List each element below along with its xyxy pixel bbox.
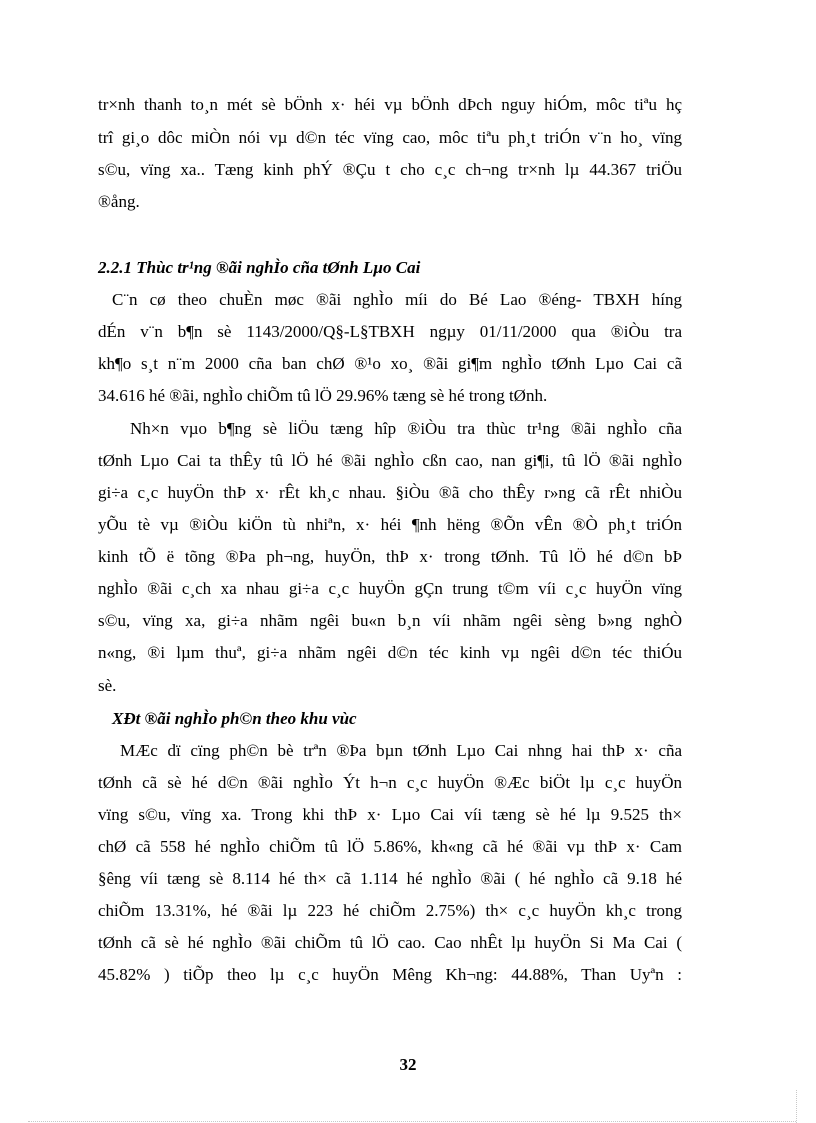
body-line: n«ng, ®i lµm thuª, gi÷a nhãm ngêi d©n téc kinh vµ ngêi d©n téc thiÓu <box>98 643 682 662</box>
body-line: yÕu tè vµ ®iÒu kiÖn tù nhiªn, x· héi ¶nh hëng ®Õn vÊn ®Ò ph¸t triÓn <box>98 515 682 534</box>
body-line: s©u, vïng xa, gi÷a nhãm ngêi bu«n b¸n víi nhãm ngêi sèng b»ng nghÒ <box>98 611 682 630</box>
body-line: trî gi¸o dôc miÒn nói vµ d©n téc vïng cao, môc tiªu ph¸t triÓn v¨n ho¸ vïng <box>98 128 682 147</box>
body-line: tØnh cã sè hé nghÌo ®ãi chiÕm tû lÖ cao. Cao nhÊt lµ huyÖn Si Ma Cai ( <box>98 933 682 952</box>
body-line: §êng víi tæng sè 8.114 hé th× cã 1.114 hé nghÌo ®ãi ( hé nghÌo cã 9.18 hé <box>98 869 682 888</box>
body-line: sè. <box>98 676 117 695</box>
body-line: chiÕm 13.31%, hé ®ãi lµ 223 hé chiÕm 2.75%) th× c¸c huyÖn kh¸c trong <box>98 901 682 920</box>
body-line: vïng s©u, vïng xa. Trong khi thÞ x· Lµo Cai víi tæng sè hé lµ 9.525 th× <box>98 805 682 824</box>
body-line: C¨n cø theo chuÈn møc ®ãi nghÌo míi do Bé Lao ®éng- TBXH híng <box>112 290 682 309</box>
body-line: chØ cã 558 hé nghÌo chiÕm tû lÖ 5.86%, kh«ng cã hé ®ãi vµ thÞ x· Cam <box>98 837 682 856</box>
body-line: ®ång. <box>98 192 140 211</box>
body-line: 34.616 hé ®ãi, nghÌo chiÕm tû lÖ 29.96% tæng sè hé trong tØnh. <box>98 386 548 405</box>
body-line: tØnh cã sè hé d©n ®ãi nghÌo Ýt h¬n c¸c huyÖn ®Æc biÖt lµ c¸c huyÖn <box>98 773 682 792</box>
subsection-heading: XÐt ®ãi nghÌo ph©n theo khu vùc <box>112 709 357 728</box>
body-line: MÆc dï cïng ph©n bè trªn ®Þa bµn tØnh Lµo Cai nhng hai thÞ x· cña <box>120 741 682 760</box>
body-line: nghÌo ®ãi c¸ch xa nhau gi÷a c¸c huyÖn gÇn trung t©m víi c¸c huyÖn vïng <box>98 579 682 598</box>
page-number: 32 <box>399 1055 417 1074</box>
body-line: s©u, vïng xa.. Tæng kinh phÝ ®Çu t cho c¸c ch¬ng tr×nh lµ 44.367 triÖu <box>98 160 682 179</box>
section-heading: 2.2.1 Thùc tr¹ng ®ãi nghÌo cña tØnh Lµo Cai <box>98 258 421 277</box>
body-line: tr×nh thanh to¸n mét sè bÖnh x· héi vµ bÖnh dÞch nguy hiÓm, môc tiªu hç <box>98 95 682 114</box>
page-border-bottom <box>28 1121 796 1122</box>
body-line: kh¶o s¸t n¨m 2000 cña ban chØ ®¹o xo¸ ®ãi gi¶m nghÌo tØnh Lµo Cai cã <box>98 354 682 373</box>
body-line: gi÷a c¸c huyÖn thÞ x· rÊt kh¸c nhau. §iÒu ®ã cho thÊy r»ng cã rÊt nhiÒu <box>98 483 682 502</box>
page-border-right <box>796 1090 797 1123</box>
body-line: tØnh Lµo Cai ta thÊy tû lÖ hé ®ãi nghÌo cßn cao, nan gi¶i, tû lÖ ®ãi nghÌo <box>98 451 682 470</box>
body-line: kinh tÕ ë tõng ®Þa ph¬ng, huyÖn, thÞ x· trong tØnh. Tû lÖ hé d©n bÞ <box>98 547 682 566</box>
body-line: dÉn v¨n b¶n sè 1143/2000/Q§-L§TBXH ngµy 01/11/2000 qua ®iÒu tra <box>98 322 682 341</box>
body-line: 45.82% ) tiÕp theo lµ c¸c huyÖn Mêng Kh¬ng: 44.88%, Than Uyªn : <box>98 965 682 984</box>
body-line: Nh×n vµo b¶ng sè liÖu tæng hîp ®iÒu tra thùc tr¹ng ®ãi nghÌo cña <box>130 419 682 438</box>
